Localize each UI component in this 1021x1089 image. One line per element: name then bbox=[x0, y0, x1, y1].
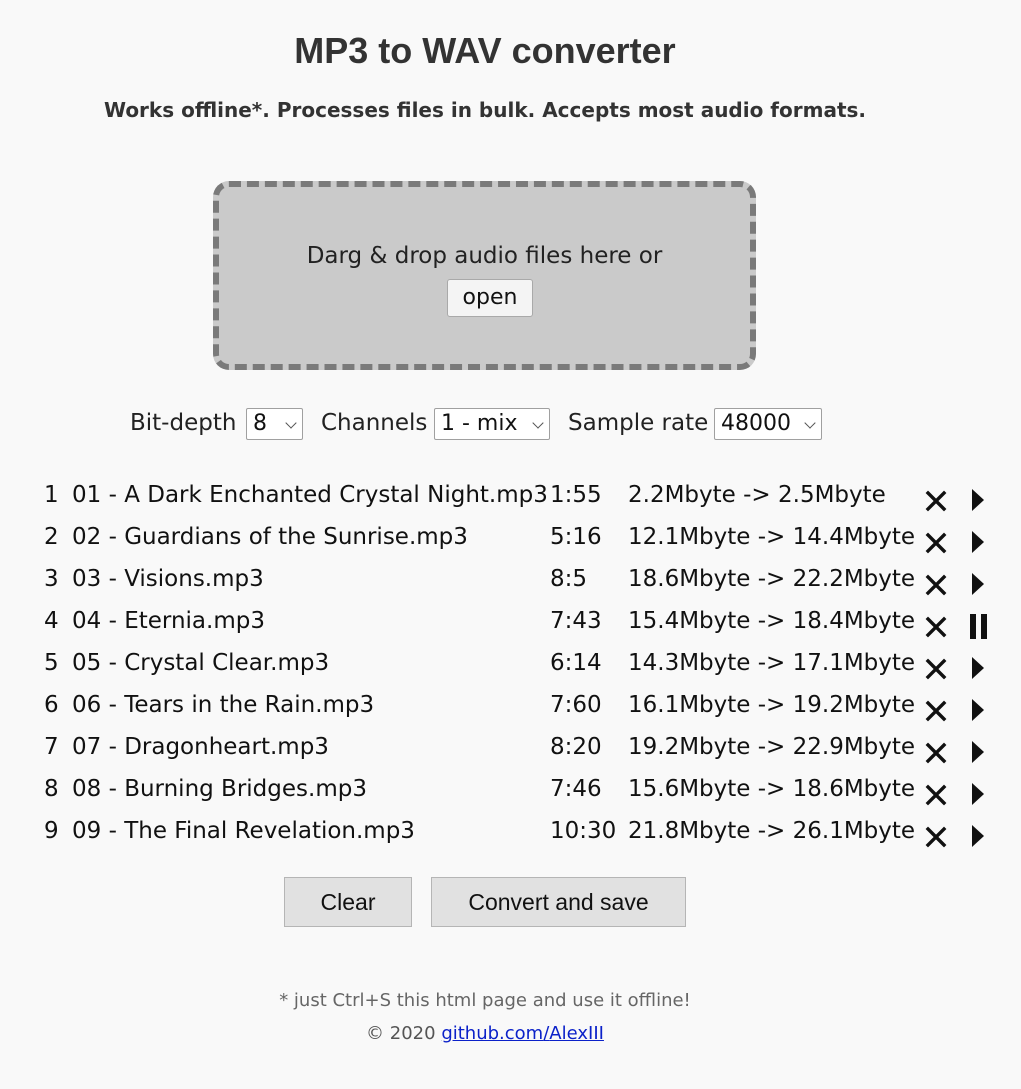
github-link-user: AlexIII bbox=[549, 1023, 604, 1044]
github-link[interactable] bbox=[441, 1023, 604, 1044]
remove-file-button[interactable] bbox=[922, 648, 950, 680]
close-icon bbox=[925, 826, 947, 848]
pause-button[interactable] bbox=[966, 606, 990, 640]
close-icon bbox=[925, 784, 947, 806]
play-button[interactable] bbox=[966, 564, 990, 598]
play-button[interactable] bbox=[966, 732, 990, 766]
play-button[interactable] bbox=[966, 774, 990, 808]
play-icon bbox=[970, 698, 986, 722]
copyright-line bbox=[0, 1023, 970, 1044]
file-index: 6 bbox=[44, 692, 59, 718]
file-duration: 1:55 bbox=[550, 482, 602, 508]
file-index: 9 bbox=[44, 818, 59, 844]
github-link-sep: / bbox=[543, 1023, 550, 1044]
file-duration: 6:14 bbox=[550, 650, 602, 676]
file-size: 14.3Mbyte -> 17.1Mbyte bbox=[628, 650, 916, 676]
remove-file-button[interactable] bbox=[922, 522, 950, 554]
chevron-down-icon bbox=[285, 417, 296, 428]
remove-file-button[interactable] bbox=[922, 774, 950, 806]
file-size: 18.6Mbyte -> 22.2Mbyte bbox=[628, 566, 916, 592]
file-size: 15.6Mbyte -> 18.6Mbyte bbox=[628, 776, 916, 802]
file-name: 06 - Tears in the Rain.mp3 bbox=[72, 692, 375, 718]
file-size: 2.2Mbyte -> 2.5Mbyte bbox=[628, 482, 886, 508]
file-name: 02 - Guardians of the Sunrise.mp3 bbox=[72, 524, 468, 550]
file-index: 5 bbox=[44, 650, 59, 676]
file-name: 04 - Eternia.mp3 bbox=[72, 608, 265, 634]
file-duration: 7:60 bbox=[550, 692, 602, 718]
file-duration: 8:20 bbox=[550, 734, 602, 760]
drop-zone[interactable] bbox=[213, 181, 756, 370]
open-button[interactable]: open bbox=[447, 279, 533, 317]
drop-zone-text: Darg & drop audio files here or bbox=[306, 243, 663, 269]
remove-file-button[interactable] bbox=[922, 564, 950, 596]
chevron-down-icon bbox=[804, 417, 815, 428]
close-icon bbox=[925, 490, 947, 512]
github-link-host: github.com bbox=[441, 1023, 544, 1044]
page-subtitle: Works offline*. Processes files in bulk. Accepts most audio formats. bbox=[103, 98, 867, 122]
close-icon bbox=[925, 658, 947, 680]
file-index: 7 bbox=[44, 734, 59, 760]
file-row bbox=[0, 478, 1021, 520]
file-duration: 8:5 bbox=[550, 566, 588, 592]
bit-depth-select[interactable] bbox=[246, 408, 303, 440]
file-row bbox=[0, 520, 1021, 562]
convert-and-save-button[interactable]: Convert and save bbox=[431, 877, 686, 927]
clear-button[interactable]: Clear bbox=[284, 877, 412, 927]
close-icon bbox=[925, 616, 947, 638]
channels-select[interactable] bbox=[434, 408, 550, 440]
close-icon bbox=[925, 742, 947, 764]
file-duration: 5:16 bbox=[550, 524, 602, 550]
file-name: 09 - The Final Revelation.mp3 bbox=[72, 818, 415, 844]
file-row bbox=[0, 730, 1021, 772]
file-size: 16.1Mbyte -> 19.2Mbyte bbox=[628, 692, 916, 718]
file-size: 12.1Mbyte -> 14.4Mbyte bbox=[628, 524, 916, 550]
close-icon bbox=[925, 574, 947, 596]
close-icon bbox=[925, 700, 947, 722]
sample-rate-value: 48000 bbox=[721, 411, 791, 436]
offline-note: * just Ctrl+S this html page and use it offline! bbox=[279, 990, 691, 1011]
remove-file-button[interactable] bbox=[922, 732, 950, 764]
file-row bbox=[0, 646, 1021, 688]
play-icon bbox=[970, 488, 986, 512]
play-button[interactable] bbox=[966, 690, 990, 724]
channels-label: Channels bbox=[321, 410, 428, 436]
copyright-text: © 2020 bbox=[366, 1023, 436, 1044]
remove-file-button[interactable] bbox=[922, 816, 950, 848]
file-size: 15.4Mbyte -> 18.4Mbyte bbox=[628, 608, 916, 634]
remove-file-button[interactable] bbox=[922, 690, 950, 722]
file-index: 3 bbox=[44, 566, 59, 592]
remove-file-button[interactable] bbox=[922, 606, 950, 638]
file-duration: 7:46 bbox=[550, 776, 602, 802]
file-index: 8 bbox=[44, 776, 59, 802]
play-button[interactable] bbox=[966, 816, 990, 850]
chevron-down-icon bbox=[532, 417, 543, 428]
file-index: 4 bbox=[44, 608, 59, 634]
page-title: MP3 to WAV converter bbox=[294, 30, 676, 71]
file-size: 21.8Mbyte -> 26.1Mbyte bbox=[628, 818, 916, 844]
file-row bbox=[0, 562, 1021, 604]
file-name: 05 - Crystal Clear.mp3 bbox=[72, 650, 330, 676]
file-row bbox=[0, 688, 1021, 730]
play-button[interactable] bbox=[966, 522, 990, 556]
play-icon bbox=[970, 824, 986, 848]
file-name: 07 - Dragonheart.mp3 bbox=[72, 734, 329, 760]
play-icon bbox=[970, 572, 986, 596]
sample-rate-select[interactable] bbox=[714, 408, 822, 440]
sample-rate-label: Sample rate bbox=[568, 410, 709, 436]
close-icon bbox=[925, 532, 947, 554]
file-duration: 10:30 bbox=[550, 818, 617, 844]
file-name: 03 - Visions.mp3 bbox=[72, 566, 264, 592]
file-index: 2 bbox=[44, 524, 59, 550]
file-row bbox=[0, 814, 1021, 856]
play-icon bbox=[970, 782, 986, 806]
channels-value: 1 - mix bbox=[441, 411, 518, 436]
file-size: 19.2Mbyte -> 22.9Mbyte bbox=[628, 734, 916, 760]
play-icon bbox=[970, 530, 986, 554]
pause-icon bbox=[970, 614, 990, 640]
file-duration: 7:43 bbox=[550, 608, 602, 634]
file-row bbox=[0, 772, 1021, 814]
file-row bbox=[0, 604, 1021, 646]
file-name: 01 - A Dark Enchanted Crystal Night.mp3 bbox=[72, 482, 548, 508]
play-icon bbox=[970, 740, 986, 764]
bit-depth-value: 8 bbox=[253, 411, 267, 436]
remove-file-button[interactable] bbox=[922, 480, 950, 512]
play-button[interactable] bbox=[966, 648, 990, 682]
file-name: 08 - Burning Bridges.mp3 bbox=[72, 776, 367, 802]
play-button[interactable] bbox=[966, 480, 990, 514]
play-icon bbox=[970, 656, 986, 680]
bit-depth-label: Bit-depth bbox=[130, 410, 237, 436]
file-index: 1 bbox=[44, 482, 59, 508]
